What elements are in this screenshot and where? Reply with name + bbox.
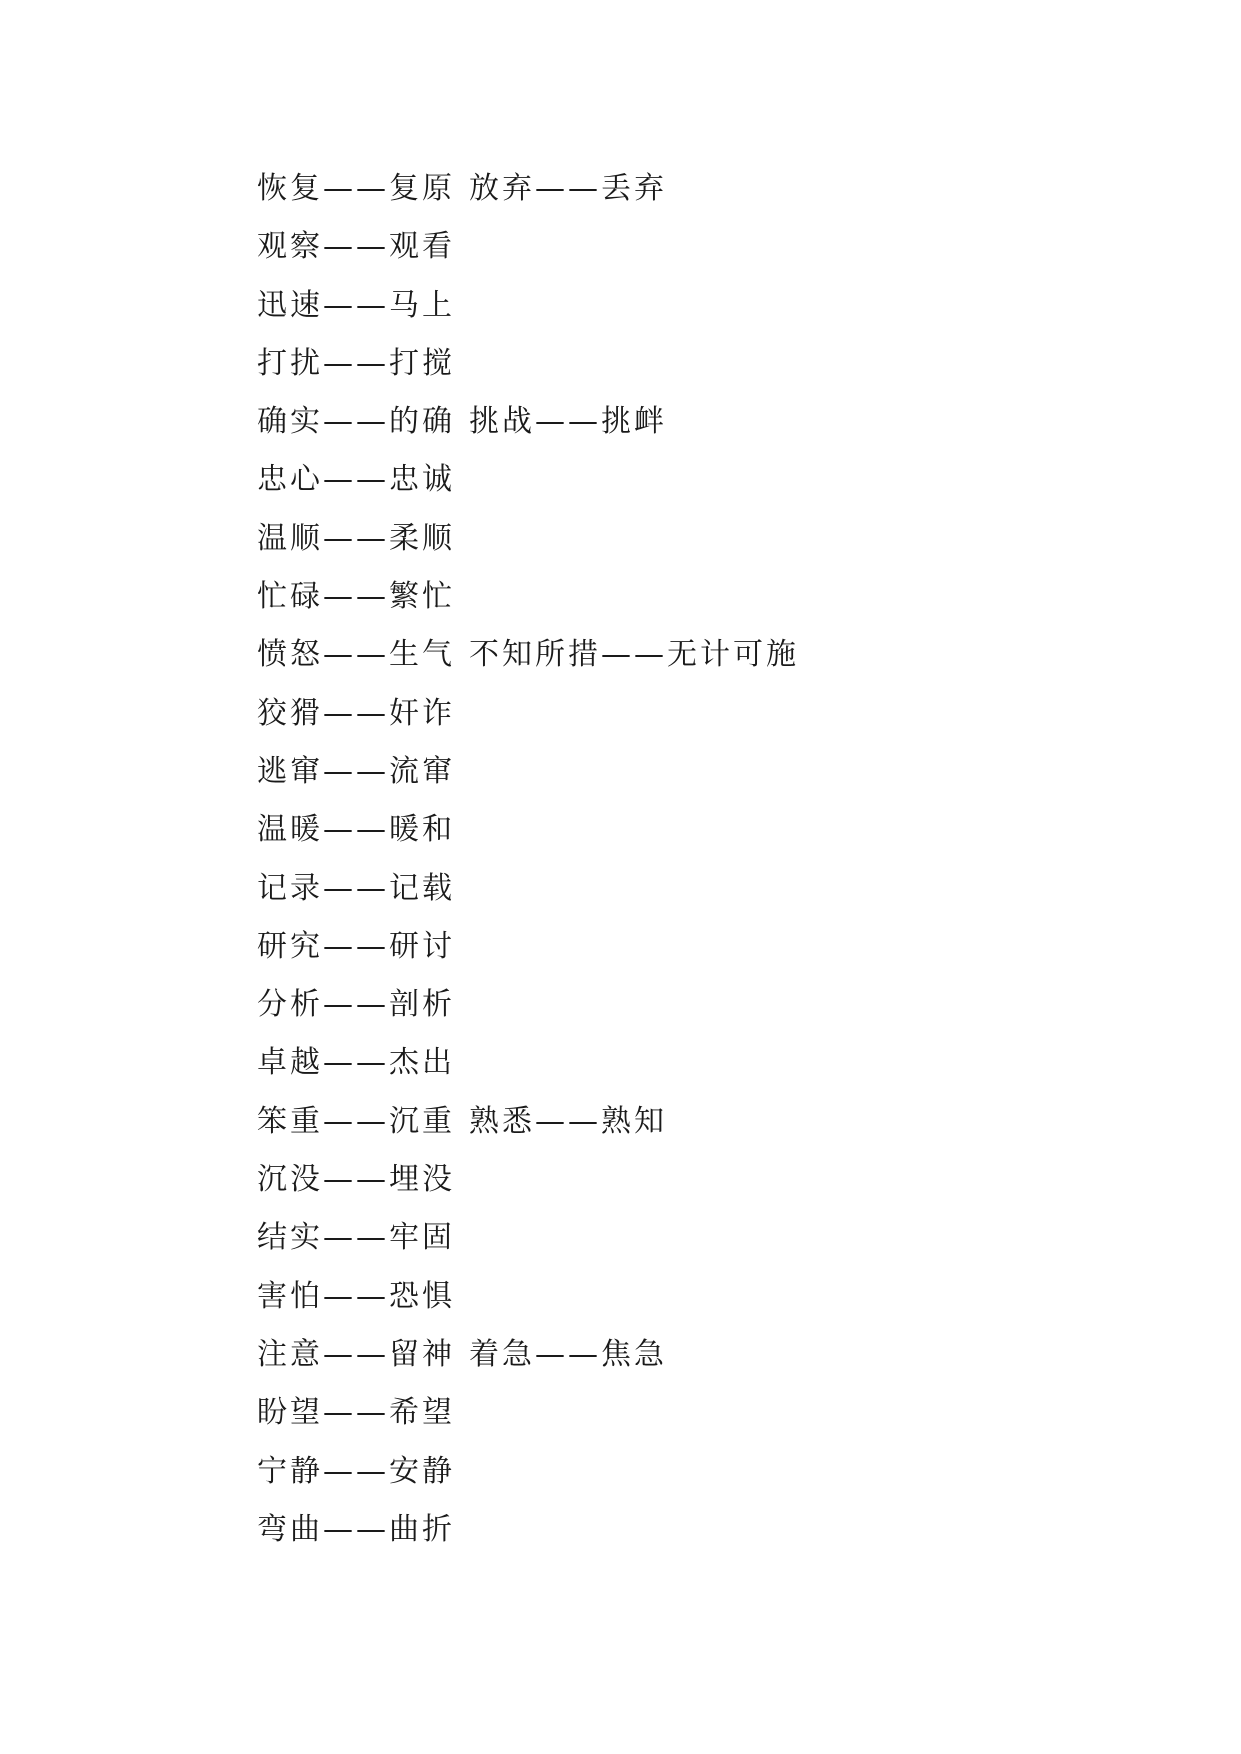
synonym-line: [257, 1501, 1157, 1559]
synonym-pair: 打扰——打搅: [257, 345, 455, 381]
synonym-line: [257, 1034, 1157, 1092]
synonym-pair: 盼望——希望: [257, 1395, 455, 1431]
synonym-pair: 观察——观看: [257, 229, 455, 265]
synonym-pair: 迅速——马上: [257, 287, 455, 323]
synonym-pair: 不知所措——无计可施: [469, 637, 799, 673]
synonym-pair: 研究——研讨: [257, 928, 455, 964]
synonym-pair: 着急——焦急: [469, 1336, 667, 1372]
synonym-pair: 记录——记载: [257, 870, 455, 906]
synonym-line: [257, 918, 1157, 976]
synonym-pair: 挑战——挑衅: [469, 404, 667, 440]
synonym-pair: 逃窜——流窜: [257, 753, 455, 789]
synonym-line: [257, 1268, 1157, 1326]
synonym-line: [257, 160, 1157, 218]
synonym-pair: 恢复——复原: [257, 171, 455, 206]
synonym-line: [257, 626, 1157, 684]
synonym-line: [257, 510, 1157, 568]
synonym-pair: 熟悉——熟知: [469, 1103, 667, 1139]
synonym-pair: 忠心——忠诚: [257, 462, 455, 498]
synonym-line: [257, 976, 1157, 1034]
synonym-pair: 笨重——沉重: [257, 1103, 455, 1139]
synonym-pair: 害怕——恐惧: [257, 1278, 455, 1314]
synonym-line: [257, 1151, 1157, 1209]
synonym-line: [257, 1326, 1157, 1384]
synonym-pair: 愤怒——生气: [257, 637, 455, 673]
synonym-list: [257, 160, 1157, 1559]
synonym-pair: 放弃——丢弃: [469, 171, 667, 206]
synonym-line: [257, 860, 1157, 918]
synonym-pair: 沉没——埋没: [257, 1162, 455, 1198]
synonym-line: [257, 335, 1157, 393]
synonym-pair: 确实——的确: [257, 404, 455, 440]
synonym-line: [257, 743, 1157, 801]
synonym-pair: 温顺——柔顺: [257, 520, 455, 556]
synonym-pair: 注意——留神: [257, 1336, 455, 1372]
synonym-pair: 卓越——杰出: [257, 1045, 455, 1081]
synonym-pair: 结实——牢固: [257, 1220, 455, 1256]
synonym-pair: 温暖——暖和: [257, 812, 455, 848]
synonym-line: [257, 451, 1157, 509]
synonym-pair: 忙碌——繁忙: [257, 579, 455, 615]
synonym-line: [257, 393, 1157, 451]
synonym-line: [257, 1093, 1157, 1151]
synonym-line: [257, 1443, 1157, 1501]
synonym-pair: 狡猾——奸诈: [257, 695, 455, 731]
synonym-line: [257, 218, 1157, 276]
synonym-line: [257, 1384, 1157, 1442]
synonym-line: [257, 801, 1157, 859]
synonym-line: [257, 568, 1157, 626]
synonym-pair: 分析——剖析: [257, 987, 455, 1023]
synonym-line: [257, 277, 1157, 335]
synonym-line: [257, 1209, 1157, 1267]
synonym-pair: 弯曲——曲折: [257, 1511, 455, 1547]
synonym-pair: 宁静——安静: [257, 1453, 455, 1489]
synonym-line: [257, 685, 1157, 743]
